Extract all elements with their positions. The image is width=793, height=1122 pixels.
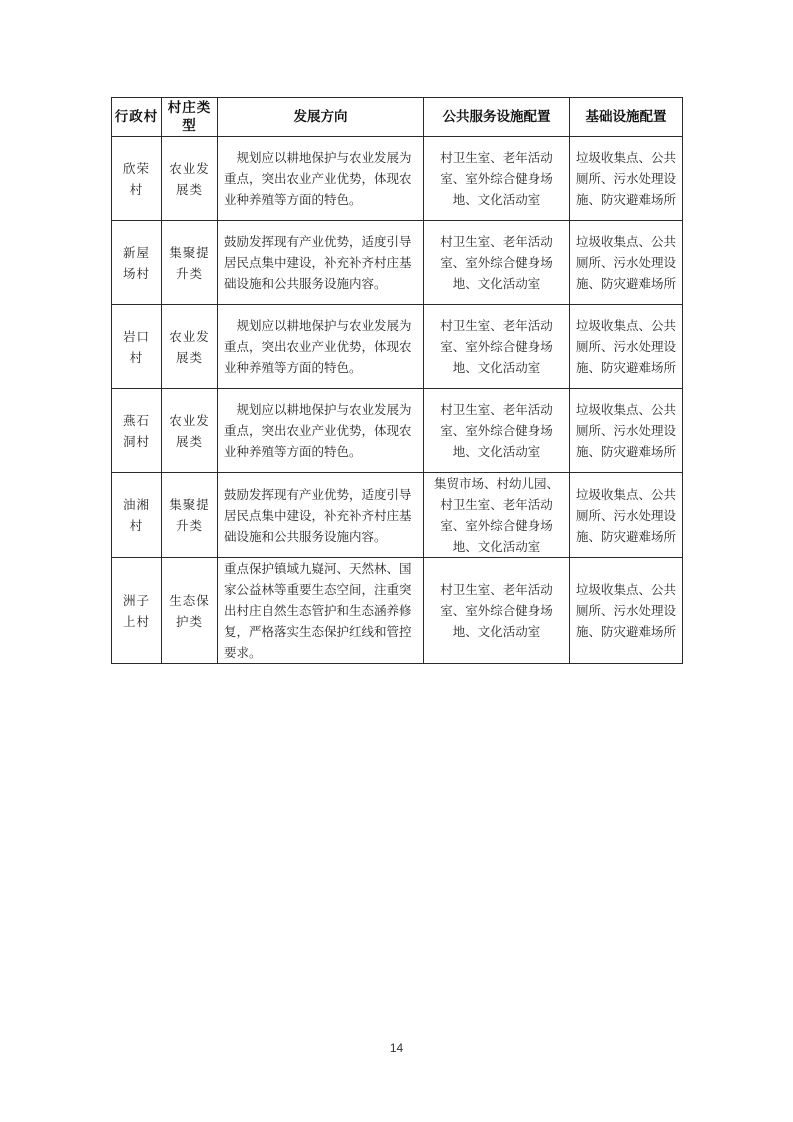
table-row bbox=[112, 389, 683, 473]
infrastructure: 垃圾收集点、公共厕所、污水处理设施、防灾避难场所 bbox=[570, 473, 683, 558]
village-planning-table bbox=[111, 97, 683, 664]
header-village: 行政村 bbox=[112, 98, 162, 137]
table-row bbox=[112, 221, 683, 305]
public-facilities: 村卫生室、老年活动室、室外综合健身场地、文化活动室 bbox=[424, 221, 570, 305]
village-type: 农业发展类 bbox=[162, 137, 218, 221]
table-row bbox=[112, 558, 683, 664]
public-facilities: 村卫生室、老年活动室、室外综合健身场地、文化活动室 bbox=[424, 305, 570, 389]
village-name: 洲子上村 bbox=[112, 558, 162, 664]
development-direction: 规划应以耕地保护与农业发展为重点，突出农业产业优势，体现农业种养殖等方面的特色。 bbox=[218, 305, 424, 389]
infrastructure: 垃圾收集点、公共厕所、污水处理设施、防灾避难场所 bbox=[570, 305, 683, 389]
village-type: 集聚提升类 bbox=[162, 221, 218, 305]
page-number: 14 bbox=[389, 1041, 404, 1055]
public-facilities: 集贸市场、村幼儿园、村卫生室、老年活动室、室外综合健身场地、文化活动室 bbox=[424, 473, 570, 558]
infrastructure: 垃圾收集点、公共厕所、污水处理设施、防灾避难场所 bbox=[570, 389, 683, 473]
table-row bbox=[112, 305, 683, 389]
header-direction: 发展方向 bbox=[218, 98, 424, 137]
development-direction: 鼓励发挥现有产业优势，适度引导居民点集中建设，补充补齐村庄基础设施和公共服务设施内容。 bbox=[218, 473, 424, 558]
village-name: 岩口村 bbox=[112, 305, 162, 389]
village-name: 新屋场村 bbox=[112, 221, 162, 305]
village-type: 生态保护类 bbox=[162, 558, 218, 664]
village-type: 集聚提升类 bbox=[162, 473, 218, 558]
village-name: 欣荣村 bbox=[112, 137, 162, 221]
village-name: 燕石洞村 bbox=[112, 389, 162, 473]
table-header-row bbox=[112, 98, 683, 137]
development-direction: 规划应以耕地保护与农业发展为重点，突出农业产业优势，体现农业种养殖等方面的特色。 bbox=[218, 137, 424, 221]
table-row bbox=[112, 473, 683, 558]
table-row bbox=[112, 137, 683, 221]
development-direction: 规划应以耕地保护与农业发展为重点，突出农业产业优势，体现农业种养殖等方面的特色。 bbox=[218, 389, 424, 473]
village-name: 油湘村 bbox=[112, 473, 162, 558]
infrastructure: 垃圾收集点、公共厕所、污水处理设施、防灾避难场所 bbox=[570, 221, 683, 305]
header-infrastructure: 基础设施配置 bbox=[570, 98, 683, 137]
village-type: 农业发展类 bbox=[162, 389, 218, 473]
public-facilities: 村卫生室、老年活动室、室外综合健身场地、文化活动室 bbox=[424, 389, 570, 473]
header-type: 村庄类型 bbox=[162, 98, 218, 137]
infrastructure: 垃圾收集点、公共厕所、污水处理设施、防灾避难场所 bbox=[570, 137, 683, 221]
public-facilities: 村卫生室、老年活动室、室外综合健身场地、文化活动室 bbox=[424, 137, 570, 221]
public-facilities: 村卫生室、老年活动室、室外综合健身场地、文化活动室 bbox=[424, 558, 570, 664]
village-type: 农业发展类 bbox=[162, 305, 218, 389]
development-direction: 鼓励发挥现有产业优势，适度引导居民点集中建设，补充补齐村庄基础设施和公共服务设施内容。 bbox=[218, 221, 424, 305]
infrastructure: 垃圾收集点、公共厕所、污水处理设施、防灾避难场所 bbox=[570, 558, 683, 664]
header-public-facilities: 公共服务设施配置 bbox=[424, 98, 570, 137]
development-direction: 重点保护镇域九嶷河、天然林、国家公益林等重要生态空间，注重突出村庄自然生态管护和生态涵养修复，严格落实生态保护红线和管控要求。 bbox=[218, 558, 424, 664]
